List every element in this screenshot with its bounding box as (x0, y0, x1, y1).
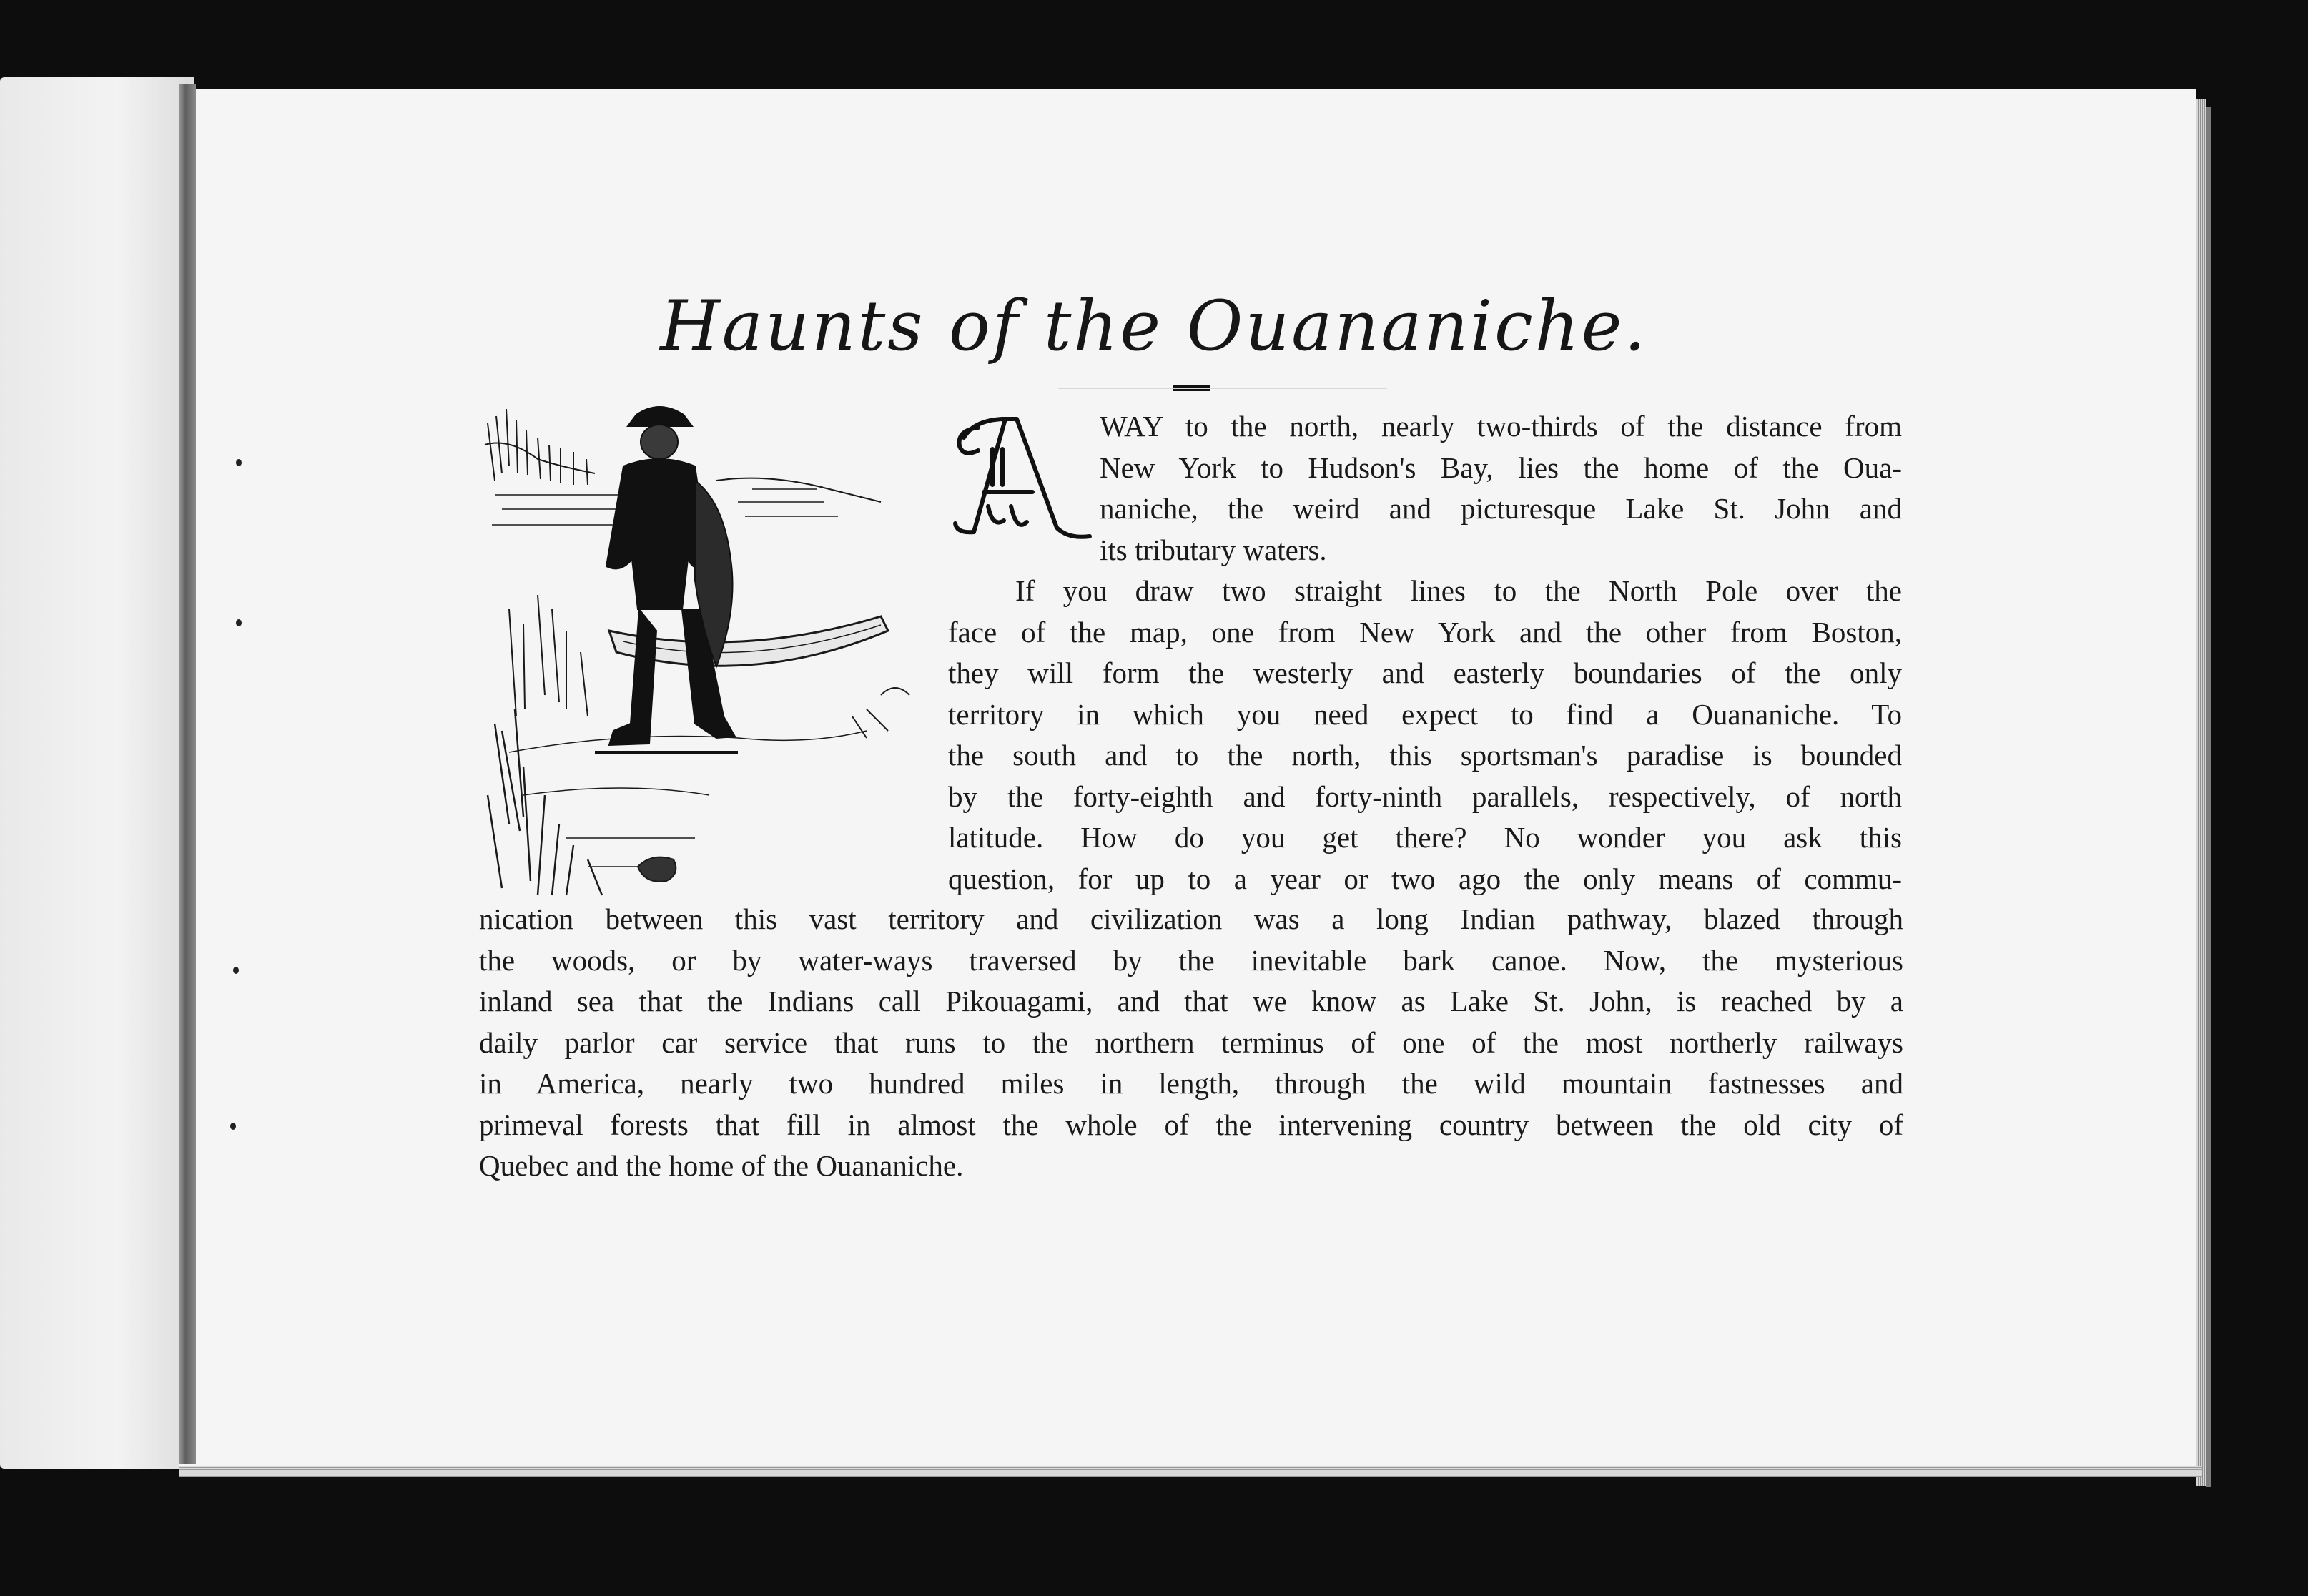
text-line: latitude. How do you get there? No wonder you ask this (948, 821, 1902, 854)
binding-hole (230, 1123, 236, 1130)
text-line: territory in which you need expect to find a Ouananiche. To (948, 697, 1902, 731)
binding-hole (236, 459, 242, 466)
drop-cap-letter (942, 406, 1093, 546)
text-line: question, for up to a year or two ago the only means of commu- (948, 862, 1902, 895)
text-line: by the forty-eighth and forty-ninth parallels, respectively, of north (948, 779, 1902, 813)
bottom-page-edge (179, 1466, 2202, 1477)
text-line: face of the map, one from New York and the other from Boston, (948, 615, 1902, 649)
title-rule (1058, 388, 1387, 389)
text-line: New York to Hudson's Bay, lies the home of the Oua- (1100, 450, 1902, 484)
text-line: inland sea that the Indians call Pikouagami, and that we know as Lake St. John, is reached by a (479, 985, 1903, 1018)
paragraph-1 (1100, 406, 1902, 571)
paragraph-2-narrow (948, 571, 1902, 900)
angler-with-canoe-engraving (480, 395, 932, 907)
text-line: primeval forests that fill in almost the whole of the intervening country between the old city of (479, 1108, 1903, 1141)
text-line: daily parlor car service that runs to the northern terminus of one of the most northerly railways (479, 1025, 1903, 1059)
text-line: Quebec and the home of the Ouananiche. (479, 1149, 964, 1182)
binding-hole (233, 967, 239, 974)
text-line: the woods, or by water-ways traversed by the inevitable bark canoe. Now, the mysterious (479, 943, 1903, 977)
text-line: If you draw two straight lines to the North Pole over the (1015, 574, 1902, 607)
drop-cap-text: A (942, 406, 943, 407)
paragraph-2-wide (479, 899, 1903, 1187)
text-line: the south and to the north, this sportsman's paradise is bounded (948, 739, 1902, 772)
text-line: they will form the westerly and easterly boundaries of the only (948, 656, 1902, 689)
binding-hole (236, 619, 242, 626)
text-line: nication between this vast territory and civilization was a long Indian pathway, blazed through (479, 902, 1903, 935)
text-line: WAY to the north, nearly two-thirds of the distance from (1100, 410, 1902, 443)
page-title: Haunts of the Ouananiche. (660, 286, 1648, 366)
text-line: naniche, the weird and picturesque Lake St. John and (1100, 492, 1902, 525)
text-line: its tributary waters. (1100, 533, 1327, 566)
text-line: in America, nearly two hundred miles in length, through the wild mountain fastnesses and (479, 1067, 1903, 1100)
